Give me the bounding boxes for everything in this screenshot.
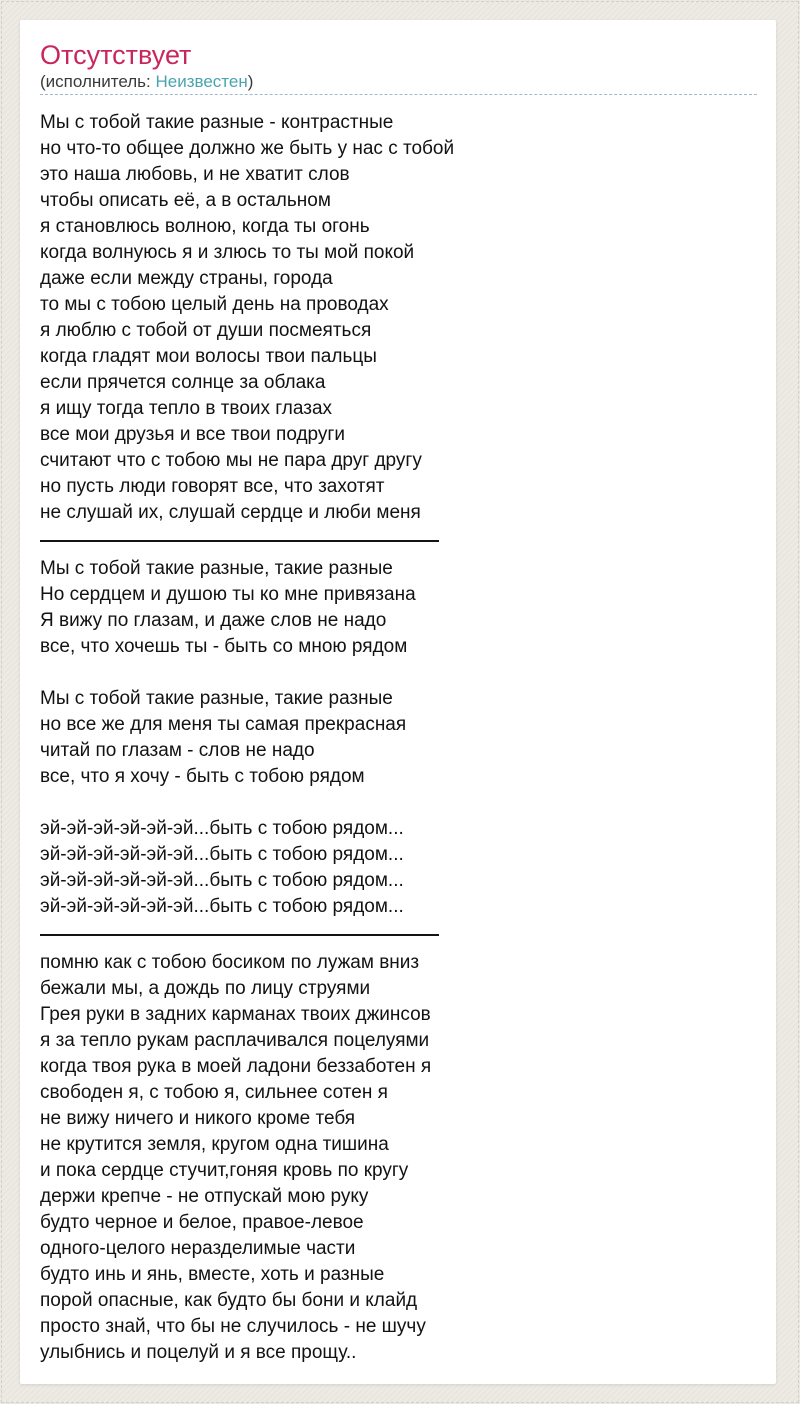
- artist-label-close: ): [247, 72, 254, 91]
- lyrics-card: [20, 20, 776, 1384]
- stanza-divider: [40, 934, 439, 936]
- lyric-stanza: Мы с тобой такие разные - контрастные но что-то общее должно же быть у нас с тобой это наша любовь, и не хватит слов чтобы описать её, а в остальном я становлюсь волною, когда ты огонь когда волнуюсь я и злюсь то ты мой покой даже если между страны, города то мы с тобою целый день на проводах я люблю с тобой от души посмеяться когда гладят мои волосы твои пальцы если прячется солнце за облака я ищу тогда тепло в твоих глазах все мои друзья и все твои подруги считают что с тобою мы не пара друг другу но пусть люди говорят все, что захотят не слушай их, слушай сердце и люби меня: [40, 112, 455, 523]
- artist-label: (исполнитель:: [40, 72, 156, 91]
- lyric-stanza: эй-эй-эй-эй-эй-эй...быть с тобою рядом... эй-эй-эй-эй-эй-эй...быть с тобою рядом... эй-эй-эй-эй-эй-эй...быть с тобою рядом... эй-эй-эй-эй-эй-эй...быть с тобою рядом...: [40, 818, 404, 917]
- song-title: Отсутствует: [40, 40, 192, 70]
- stanza-divider: [40, 540, 439, 542]
- lyric-stanza: помню как с тобою босиком по лужам вниз бежали мы, а дождь по лицу струями Грея руки в задних карманах твоих джинсов я за тепло рукам расплачивался поцелуями когда твоя рука в моей ладони беззаботен я свободен я, с тобою я, сильнее сотен я не вижу ничего и никого кроме тебя не крутится земля, кругом одна тишина и пока сердце стучит,гоняя кровь по кругу держи крепче - не отпускай мою руку будто черное и белое, правое-левое одного-целого неразделимые части будто инь и янь, вместе, хоть и разные порой опасные, как будто бы бони и клайд просто знай, что бы не случилось - не шучу улыбнись и поцелуй и я все прощу..: [40, 952, 432, 1363]
- lyric-stanza: Мы с тобой такие разные, такие разные Но сердцем и душою ты ко мне привязана Я вижу по глазам, и даже слов не надо все, что хочешь ты - быть со мною рядом: [40, 558, 416, 657]
- lyrics-text: [40, 110, 757, 1366]
- artist-line: [40, 70, 757, 95]
- lyric-stanza: Мы с тобой такие разные, такие разные но все же для меня ты самая прекрасная читай по глазам - слов не надо все, что я хочу - быть с тобою рядом: [40, 688, 407, 787]
- artist-link[interactable]: Неизвестен: [155, 72, 248, 91]
